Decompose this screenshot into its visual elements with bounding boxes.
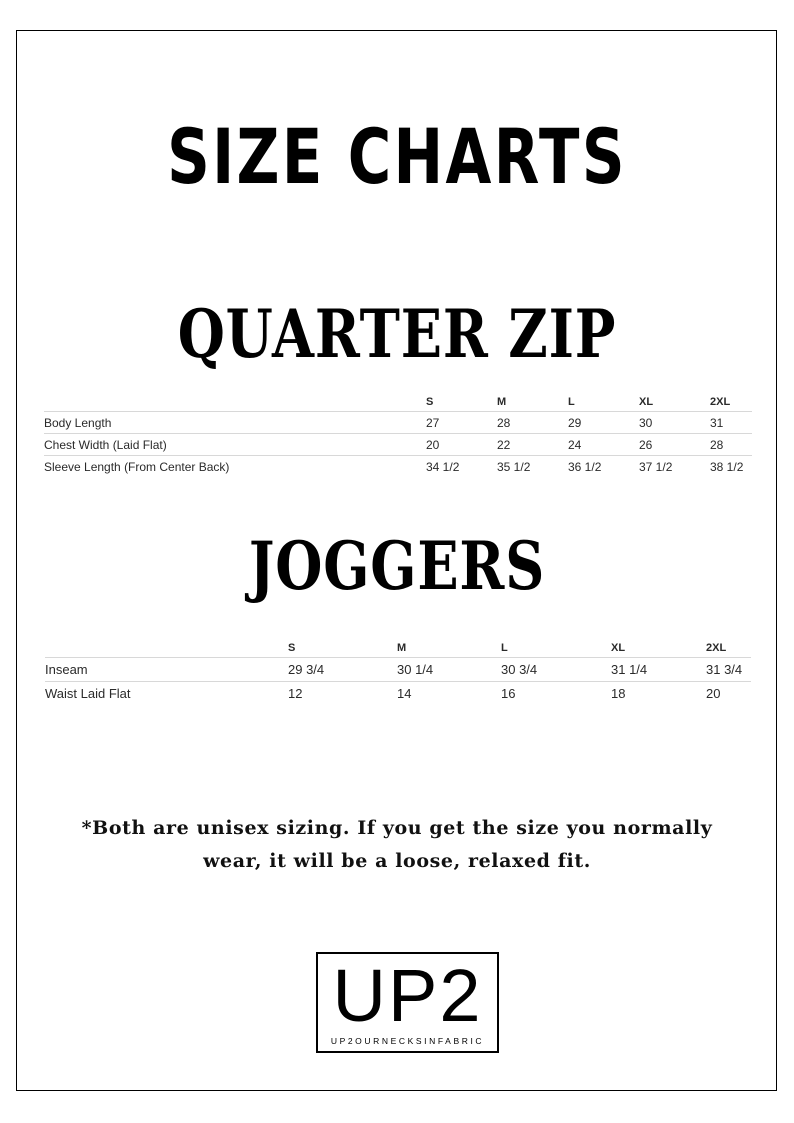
table-cell: 20	[706, 682, 751, 706]
table-cell: 30 1/4	[397, 658, 501, 682]
table-cell: 31 1/4	[611, 658, 706, 682]
table-cell: 37 1/2	[639, 456, 710, 478]
column-header-m: M	[397, 642, 407, 654]
table-cell: 30 3/4	[501, 658, 611, 682]
table-row	[45, 682, 751, 706]
table-cell: 20	[426, 434, 497, 456]
row-label: Waist Laid Flat	[45, 682, 288, 706]
quarter-zip-size-table	[44, 388, 752, 477]
column-header-l: L	[568, 396, 575, 408]
logo-mark: UP2	[332, 954, 483, 1037]
table-row	[45, 658, 751, 682]
table-cell: 26	[639, 434, 710, 456]
table-cell: 28	[497, 412, 568, 434]
column-header-m: M	[497, 396, 507, 408]
column-header-s: S	[288, 642, 296, 654]
table-cell: 14	[397, 682, 501, 706]
joggers-size-table	[45, 634, 751, 705]
table-cell: 22	[497, 434, 568, 456]
row-label: Inseam	[45, 658, 288, 682]
row-label: Sleeve Length (From Center Back)	[44, 456, 426, 478]
quarter-zip-title: QUARTER ZIP	[177, 295, 617, 373]
table-row	[44, 456, 752, 478]
table-cell: 28	[710, 434, 752, 456]
table-cell: 12	[288, 682, 397, 706]
sizing-note-line-2: wear, it will be a loose, relaxed fit.	[203, 850, 591, 872]
table-header-row	[44, 388, 752, 412]
column-header-2xl: 2XL	[706, 642, 727, 654]
row-label: Chest Width (Laid Flat)	[44, 434, 426, 456]
column-header-xl: XL	[639, 396, 654, 408]
column-header	[45, 634, 288, 658]
table-cell: 35 1/2	[497, 456, 568, 478]
table-cell: 29 3/4	[288, 658, 397, 682]
table-cell: 34 1/2	[426, 456, 497, 478]
table-cell: 29	[568, 412, 639, 434]
logo-tagline: UP2OURNECKSINFABRIC	[330, 1036, 485, 1046]
table-cell: 18	[611, 682, 706, 706]
table-cell: 31	[710, 412, 752, 434]
table-cell: 27	[426, 412, 497, 434]
column-header-s: S	[426, 396, 434, 408]
table-header-row	[45, 634, 751, 658]
column-header-l: L	[501, 642, 508, 654]
sizing-note-line-1: *Both are unisex sizing. If you get the size you normally	[81, 817, 713, 839]
table-cell: 31 3/4	[706, 658, 751, 682]
table-cell: 24	[568, 434, 639, 456]
table-cell: 16	[501, 682, 611, 706]
page-title: SIZE CHARTS	[167, 112, 627, 201]
column-header-2xl: 2XL	[710, 396, 731, 408]
sizing-note	[60, 812, 734, 878]
table-row	[44, 434, 752, 456]
brand-logo	[316, 952, 499, 1053]
column-header-xl: XL	[611, 642, 626, 654]
table-cell: 38 1/2	[710, 456, 752, 478]
joggers-title: JOGGERS	[248, 527, 546, 605]
table-row	[44, 412, 752, 434]
table-cell: 30	[639, 412, 710, 434]
column-header	[44, 388, 426, 412]
table-cell: 36 1/2	[568, 456, 639, 478]
row-label: Body Length	[44, 412, 426, 434]
